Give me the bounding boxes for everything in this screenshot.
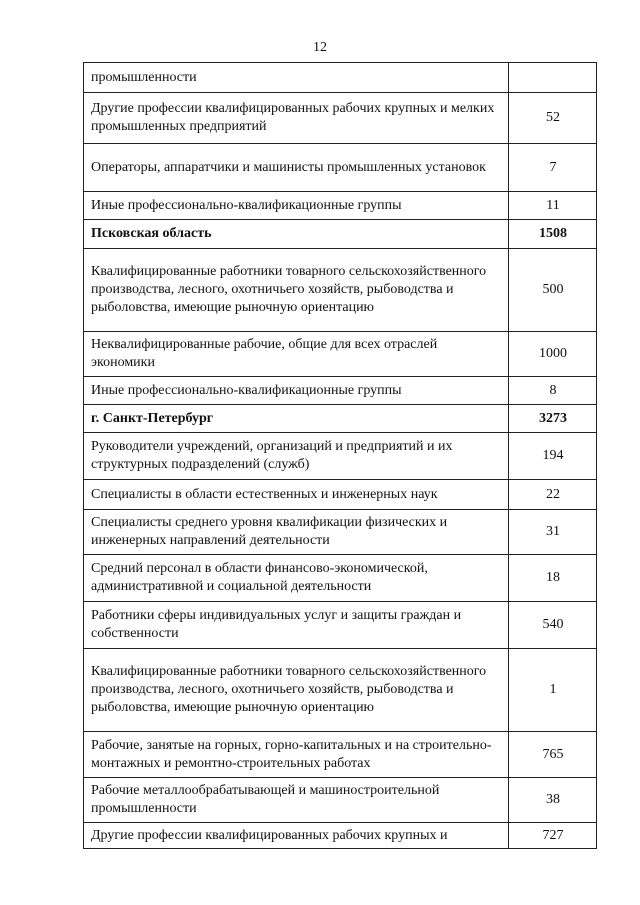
- quota-cell: 31: [509, 510, 597, 555]
- region-total-cell: 1508: [509, 220, 597, 249]
- quota-cell: 1000: [509, 332, 597, 377]
- table-row: [84, 732, 597, 778]
- quota-cell: 765: [509, 732, 597, 778]
- occupation-cell: Работники сферы индивидуальных услуг и защиты граждан и собственности: [84, 602, 509, 649]
- occupation-cell: Иные профессионально-квалификационные группы: [84, 192, 509, 220]
- quota-cell: 7: [509, 144, 597, 192]
- table-row: [84, 602, 597, 649]
- table-row: [84, 144, 597, 192]
- table-row: [84, 433, 597, 480]
- table-row: [84, 649, 597, 732]
- table-row: [84, 510, 597, 555]
- table-row: [84, 778, 597, 823]
- quota-cell: 38: [509, 778, 597, 823]
- region-name-cell: г. Санкт-Петербург: [84, 405, 509, 433]
- quota-cell: 8: [509, 377, 597, 405]
- occupation-cell: промышленности: [84, 63, 509, 93]
- quota-cell: 22: [509, 480, 597, 510]
- quota-cell: 194: [509, 433, 597, 480]
- region-total-cell: 3273: [509, 405, 597, 433]
- region-name-cell: Псковская область: [84, 220, 509, 249]
- quota-cell: 540: [509, 602, 597, 649]
- occupation-cell: Неквалифицированные рабочие, общие для всех отраслей экономики: [84, 332, 509, 377]
- quota-cell: 727: [509, 823, 597, 849]
- occupation-cell: Рабочие, занятые на горных, горно-капитальных и на строительно-монтажных и ремонтно-строительных работах: [84, 732, 509, 778]
- table-row: [84, 249, 597, 332]
- occupation-cell: Рабочие металлообрабатывающей и машиностроительной промышленности: [84, 778, 509, 823]
- quota-cell: 18: [509, 555, 597, 602]
- quota-cell: 1: [509, 649, 597, 732]
- quota-table: [83, 62, 597, 849]
- occupation-cell: Другие профессии квалифицированных рабочих крупных и: [84, 823, 509, 849]
- region-row: [84, 220, 597, 249]
- occupation-cell: Специалисты в области естественных и инженерных наук: [84, 480, 509, 510]
- table-row: [84, 480, 597, 510]
- table-row: [84, 332, 597, 377]
- occupation-cell: Специалисты среднего уровня квалификации физических и инженерных направлений деятельности: [84, 510, 509, 555]
- table-row: [84, 823, 597, 849]
- quota-cell: [509, 63, 597, 93]
- table-row: [84, 93, 597, 144]
- page-number: 12: [313, 40, 327, 55]
- occupation-cell: Средний персонал в области финансово-экономической, административной и социальной деятельности: [84, 555, 509, 602]
- table-row: [84, 192, 597, 220]
- occupation-cell: Квалифицированные работники товарного сельскохозяйственного производства, лесного, охотничьего хозяйств, рыбоводства и рыболовства, имеющие рыночную ориентацию: [84, 249, 509, 332]
- occupation-cell: Операторы, аппаратчики и машинисты промышленных установок: [84, 144, 509, 192]
- table-row: [84, 555, 597, 602]
- quota-cell: 52: [509, 93, 597, 144]
- table-row: [84, 377, 597, 405]
- occupation-cell: Другие профессии квалифицированных рабочих крупных и мелких промышленных предприятий: [84, 93, 509, 144]
- occupation-cell: Квалифицированные работники товарного сельскохозяйственного производства, лесного, охотничьего хозяйств, рыбоводства и рыболовства, имеющие рыночную ориентацию: [84, 649, 509, 732]
- table-row: [84, 63, 597, 93]
- quota-cell: 11: [509, 192, 597, 220]
- quota-cell: 500: [509, 249, 597, 332]
- table-body: [84, 63, 597, 849]
- occupation-cell: Иные профессионально-квалификационные группы: [84, 377, 509, 405]
- occupation-cell: Руководители учреждений, организаций и предприятий и их структурных подразделений (служб): [84, 433, 509, 480]
- region-row: [84, 405, 597, 433]
